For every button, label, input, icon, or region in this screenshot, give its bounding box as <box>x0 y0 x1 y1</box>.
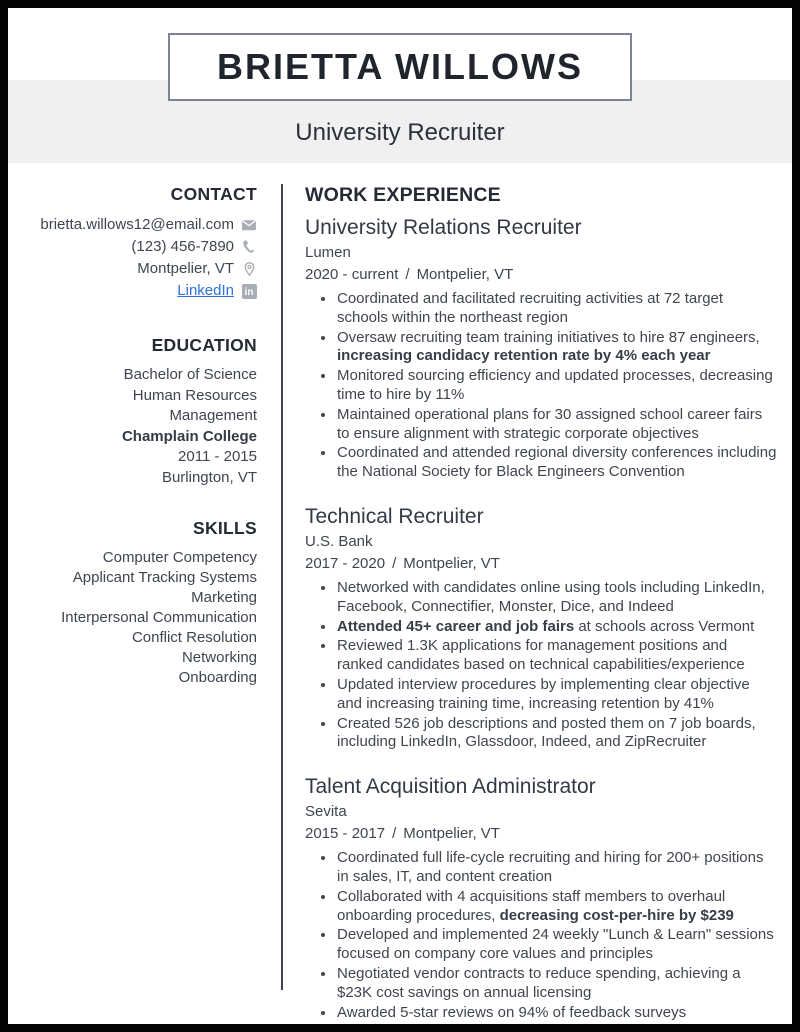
education-section <box>36 335 257 488</box>
candidate-name: BRIETTA WILLOWS <box>217 46 583 87</box>
bullet-text: Reviewed 1.3K applications for management positions and ranked candidates based on technical capabilities/experience <box>337 637 745 674</box>
contact-section <box>36 184 257 302</box>
linkedin-link[interactable]: LinkedIn <box>177 282 234 299</box>
job-dateline <box>305 823 777 845</box>
skill-item: Conflict Resolution <box>131 629 257 646</box>
job-location: Montpelier, VT <box>403 554 500 572</box>
job-location: Montpelier, VT <box>416 266 514 283</box>
education-years: 2011 - 2015 <box>178 448 257 465</box>
job-bullets <box>305 848 777 1022</box>
bullet-text: Updated interview procedures by implementing clear objective and increasing training time, increasing retention by 41% <box>337 675 750 712</box>
job-bullets <box>305 289 777 482</box>
job-bullet <box>336 443 777 482</box>
resume-columns <box>8 184 792 1022</box>
bullet-text: Coordinated and facilitated recruiting activities at 72 target schools within the northeast region <box>337 290 724 326</box>
job-entry <box>305 215 777 482</box>
job-dateline <box>305 553 777 575</box>
job-company: Lumen <box>305 244 351 261</box>
job-bullet <box>336 1003 777 1023</box>
contact-item <box>36 258 257 280</box>
bullet-text: Coordinated full life-cycle recruiting and hiring for 200+ positions in sales, IT, and content creation <box>337 849 764 885</box>
jobs-list <box>305 215 777 1022</box>
skills-heading: SKILLS <box>192 518 257 538</box>
bullet-bold-text: increasing candidacy retention rate by 4% each year <box>337 347 711 365</box>
job-company: Sevita <box>305 803 347 821</box>
job-dates: 2017 - 2020 <box>305 554 386 572</box>
contact-item <box>36 280 257 302</box>
bullet-text: Developed and implemented 24 weekly "Lunch & Learn" sessions focused on company core values and principles <box>337 926 774 963</box>
bullet-text: Maintained operational plans for 30 assigned school career fairs to ensure alignment with strategic corporate objectives <box>337 405 763 442</box>
job-bullet <box>336 289 777 328</box>
work-experience-heading: WORK EXPERIENCE <box>305 184 501 206</box>
bullet-text: Awarded 5-star reviews on 94% of feedback surveys <box>337 1003 687 1021</box>
bullet-text: Coordinated and attended regional diversity conferences including the National Society for Black Engineers Convention <box>337 444 777 481</box>
skill-item: Marketing <box>191 589 257 606</box>
contact-heading: CONTACT <box>170 184 257 204</box>
skill-item: Networking <box>181 649 257 666</box>
skill-item: Applicant Tracking Systems <box>72 569 257 586</box>
bullet-text: Networked with candidates online using tools including LinkedIn, Facebook, Connectifier, Monster, Dice, and Indeed <box>337 578 765 615</box>
job-bullet <box>336 366 777 405</box>
contact-text: brietta.willows12@email.com <box>40 216 234 233</box>
job-bullet <box>336 887 777 926</box>
skill-item: Computer Competency <box>102 549 257 566</box>
job-bullets <box>305 578 777 752</box>
skill-item: Onboarding <box>178 669 257 686</box>
date-location-separator: / <box>392 554 397 572</box>
job-bullet <box>336 964 777 1003</box>
bullet-text: Created 526 job descriptions and posted them on 7 job boards, including LinkedIn, Glassdoor, Indeed, and ZipRecruiter <box>337 714 756 751</box>
job-bullet <box>336 617 777 637</box>
date-location-separator: / <box>392 825 397 843</box>
envelope-icon <box>241 217 257 233</box>
name-box <box>168 33 632 101</box>
education-major: Human Resources Management <box>132 386 257 424</box>
contact-rows <box>36 214 257 302</box>
job-bullet <box>336 848 777 887</box>
job-bullet <box>336 636 777 675</box>
bullet-text: Negotiated vendor contracts to reduce spending, achieving a $23K cost savings on annual licensing <box>337 964 741 1001</box>
skill-item: Interpersonal Communication <box>61 609 257 626</box>
job-bullet <box>336 925 777 964</box>
subtitle-wrap <box>8 103 792 163</box>
skills-rows <box>36 548 257 688</box>
date-location-separator: / <box>405 266 410 283</box>
job-bullet <box>336 328 777 367</box>
bullet-text: at schools across Vermont <box>574 617 755 635</box>
job-entry-title: Talent Acquisition Administrator <box>305 775 596 799</box>
contact-text: Montpelier, VT <box>137 260 234 277</box>
contact-item <box>36 236 257 258</box>
bullet-text: Monitored sourcing efficiency and updated processes, decreasing time to hire by 11% <box>337 367 773 403</box>
job-title-subtitle: University Recruiter <box>295 119 505 146</box>
phone-icon <box>241 239 257 255</box>
bullet-text: Collaborated with 4 acquisitions staff members to overhaul onboarding procedures, <box>337 887 726 924</box>
sidebar <box>8 184 257 1022</box>
job-entry <box>305 774 777 1022</box>
education-heading: EDUCATION <box>151 335 257 355</box>
job-company: U.S. Bank <box>305 532 373 550</box>
job-dateline <box>305 264 777 286</box>
education-degree: Bachelor of Science <box>123 366 257 383</box>
job-entry-title: Technical Recruiter <box>305 504 484 528</box>
job-location: Montpelier, VT <box>403 825 500 843</box>
job-bullet <box>336 675 777 714</box>
job-entry-title: University Relations Recruiter <box>305 216 582 239</box>
job-bullet <box>336 405 777 444</box>
job-dates: 2020 - current <box>305 266 399 283</box>
education-school: Champlain College <box>121 427 257 445</box>
job-bullet <box>336 578 777 617</box>
job-dates: 2015 - 2017 <box>305 825 386 843</box>
bullet-text: Oversaw recruiting team training initiatives to hire 87 engineers, <box>337 328 760 346</box>
bullet-bold-text: Attended 45+ career and job fairs <box>337 617 575 635</box>
job-entry <box>305 504 777 752</box>
job-bullet <box>336 714 777 753</box>
bullet-bold-text: decreasing cost-per-hire by $239 <box>499 906 734 924</box>
linkedin-icon: in <box>241 283 257 299</box>
contact-text: (123) 456-7890 <box>131 238 234 255</box>
skills-section <box>36 518 257 688</box>
work-experience-column <box>283 184 792 1022</box>
contact-item <box>36 214 257 236</box>
education-location: Burlington, VT <box>161 468 257 486</box>
location-pin-icon <box>241 261 257 277</box>
